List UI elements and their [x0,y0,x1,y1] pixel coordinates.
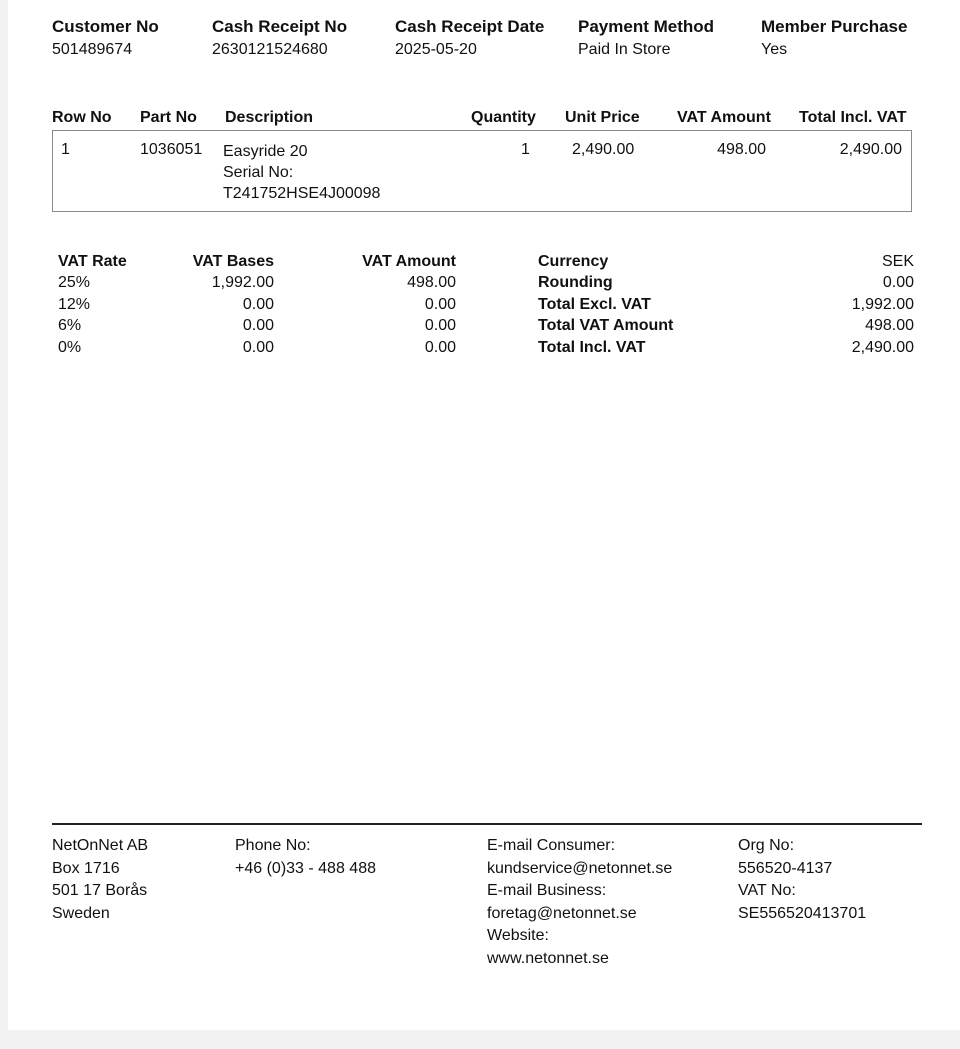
items-col-vat-amount: VAT Amount [677,109,771,126]
footer-phone [235,835,376,880]
footer-vat-no: SE556520413701 [738,904,867,922]
footer-divider [52,823,922,825]
footer-website: www.netonnet.se [487,949,609,967]
item-serial-label: Serial No: [223,164,294,181]
payment-method-label: Payment Method [578,17,715,36]
vat-rate: 0% [58,339,82,356]
item-total-incl-vat: 2,490.00 [839,141,902,158]
member-purchase-value: Yes [761,41,788,58]
totals-label-excl-vat: Total Excl. VAT [538,296,651,313]
footer-org-no: 556520-4137 [738,859,833,877]
customer-no-value: 501489674 [52,41,133,58]
footer-email-business: foretag@netonnet.se [487,904,637,922]
vat-col-rate: VAT Rate [58,253,127,270]
item-description-block [223,141,380,204]
vat-amount: 0.00 [424,339,456,356]
item-part-no: 1036051 [140,141,203,158]
footer-org [738,835,866,925]
totals-label-vat-amount: Total VAT Amount [538,317,674,334]
item-vat-amount: 498.00 [717,141,766,158]
totals-value-vat-amount: 498.00 [865,317,914,334]
vat-rate: 12% [58,296,91,313]
footer-company [52,835,148,925]
vat-amount: 0.00 [424,317,456,334]
vat-amount: 0.00 [424,296,456,313]
footer-company-box: Box 1716 [52,859,120,877]
footer-vat-no-label: VAT No: [738,882,796,900]
footer-company-country: Sweden [52,904,110,922]
vat-rate: 25% [58,274,91,291]
footer-email-business-label: E-mail Business: [487,882,607,900]
totals-label-incl-vat: Total Incl. VAT [538,339,646,356]
receipt-page [8,0,960,1030]
items-col-unit-price: Unit Price [565,109,640,126]
footer-company-city: 501 17 Borås [52,882,148,900]
totals-value-incl-vat: 2,490.00 [851,339,914,356]
cash-receipt-date-value: 2025-05-20 [395,41,477,58]
footer-email-consumer: kundservice@netonnet.se [487,859,673,877]
payment-method-value: Paid In Store [578,41,671,58]
item-description: Easyride 20 [223,143,308,160]
totals-label-currency: Currency [538,253,609,270]
cash-receipt-no-value: 2630121524680 [212,41,328,58]
totals-value-currency: SEK [881,253,914,270]
footer-company-name: NetOnNet AB [52,837,149,854]
item-row-no: 1 [61,141,70,158]
item-serial-no: T241752HSE4J00098 [223,185,381,202]
footer-phone-number: +46 (0)33 - 488 488 [235,859,376,877]
vat-base: 1,992.00 [211,274,274,291]
vat-rate: 6% [58,317,82,334]
items-col-part-no: Part No [140,109,197,126]
vat-base: 0.00 [242,296,274,313]
item-quantity: 1 [521,141,530,158]
cash-receipt-date-label: Cash Receipt Date [395,17,545,36]
footer-email-consumer-label: E-mail Consumer: [487,837,616,854]
vat-col-bases: VAT Bases [192,253,274,270]
items-col-total-incl-vat: Total Incl. VAT [799,109,907,126]
vat-col-amount: VAT Amount [362,253,456,270]
customer-no-label: Customer No [52,17,159,36]
vat-base: 0.00 [242,317,274,334]
footer-phone-label: Phone No: [235,837,311,854]
items-col-quantity: Quantity [471,109,536,126]
items-col-row-no: Row No [52,109,112,126]
footer-org-no-label: Org No: [738,837,795,854]
totals-value-excl-vat: 1,992.00 [851,296,914,313]
cash-receipt-no-label: Cash Receipt No [212,17,348,36]
items-col-description: Description [225,109,314,126]
vat-amount: 498.00 [407,274,456,291]
footer-website-label: Website: [487,927,549,945]
item-unit-price: 2,490.00 [572,141,635,158]
member-purchase-label: Member Purchase [761,17,908,36]
totals-value-rounding: 0.00 [882,274,914,291]
totals-label-rounding: Rounding [538,274,613,291]
footer-contact [487,835,672,971]
vat-base: 0.00 [242,339,274,356]
